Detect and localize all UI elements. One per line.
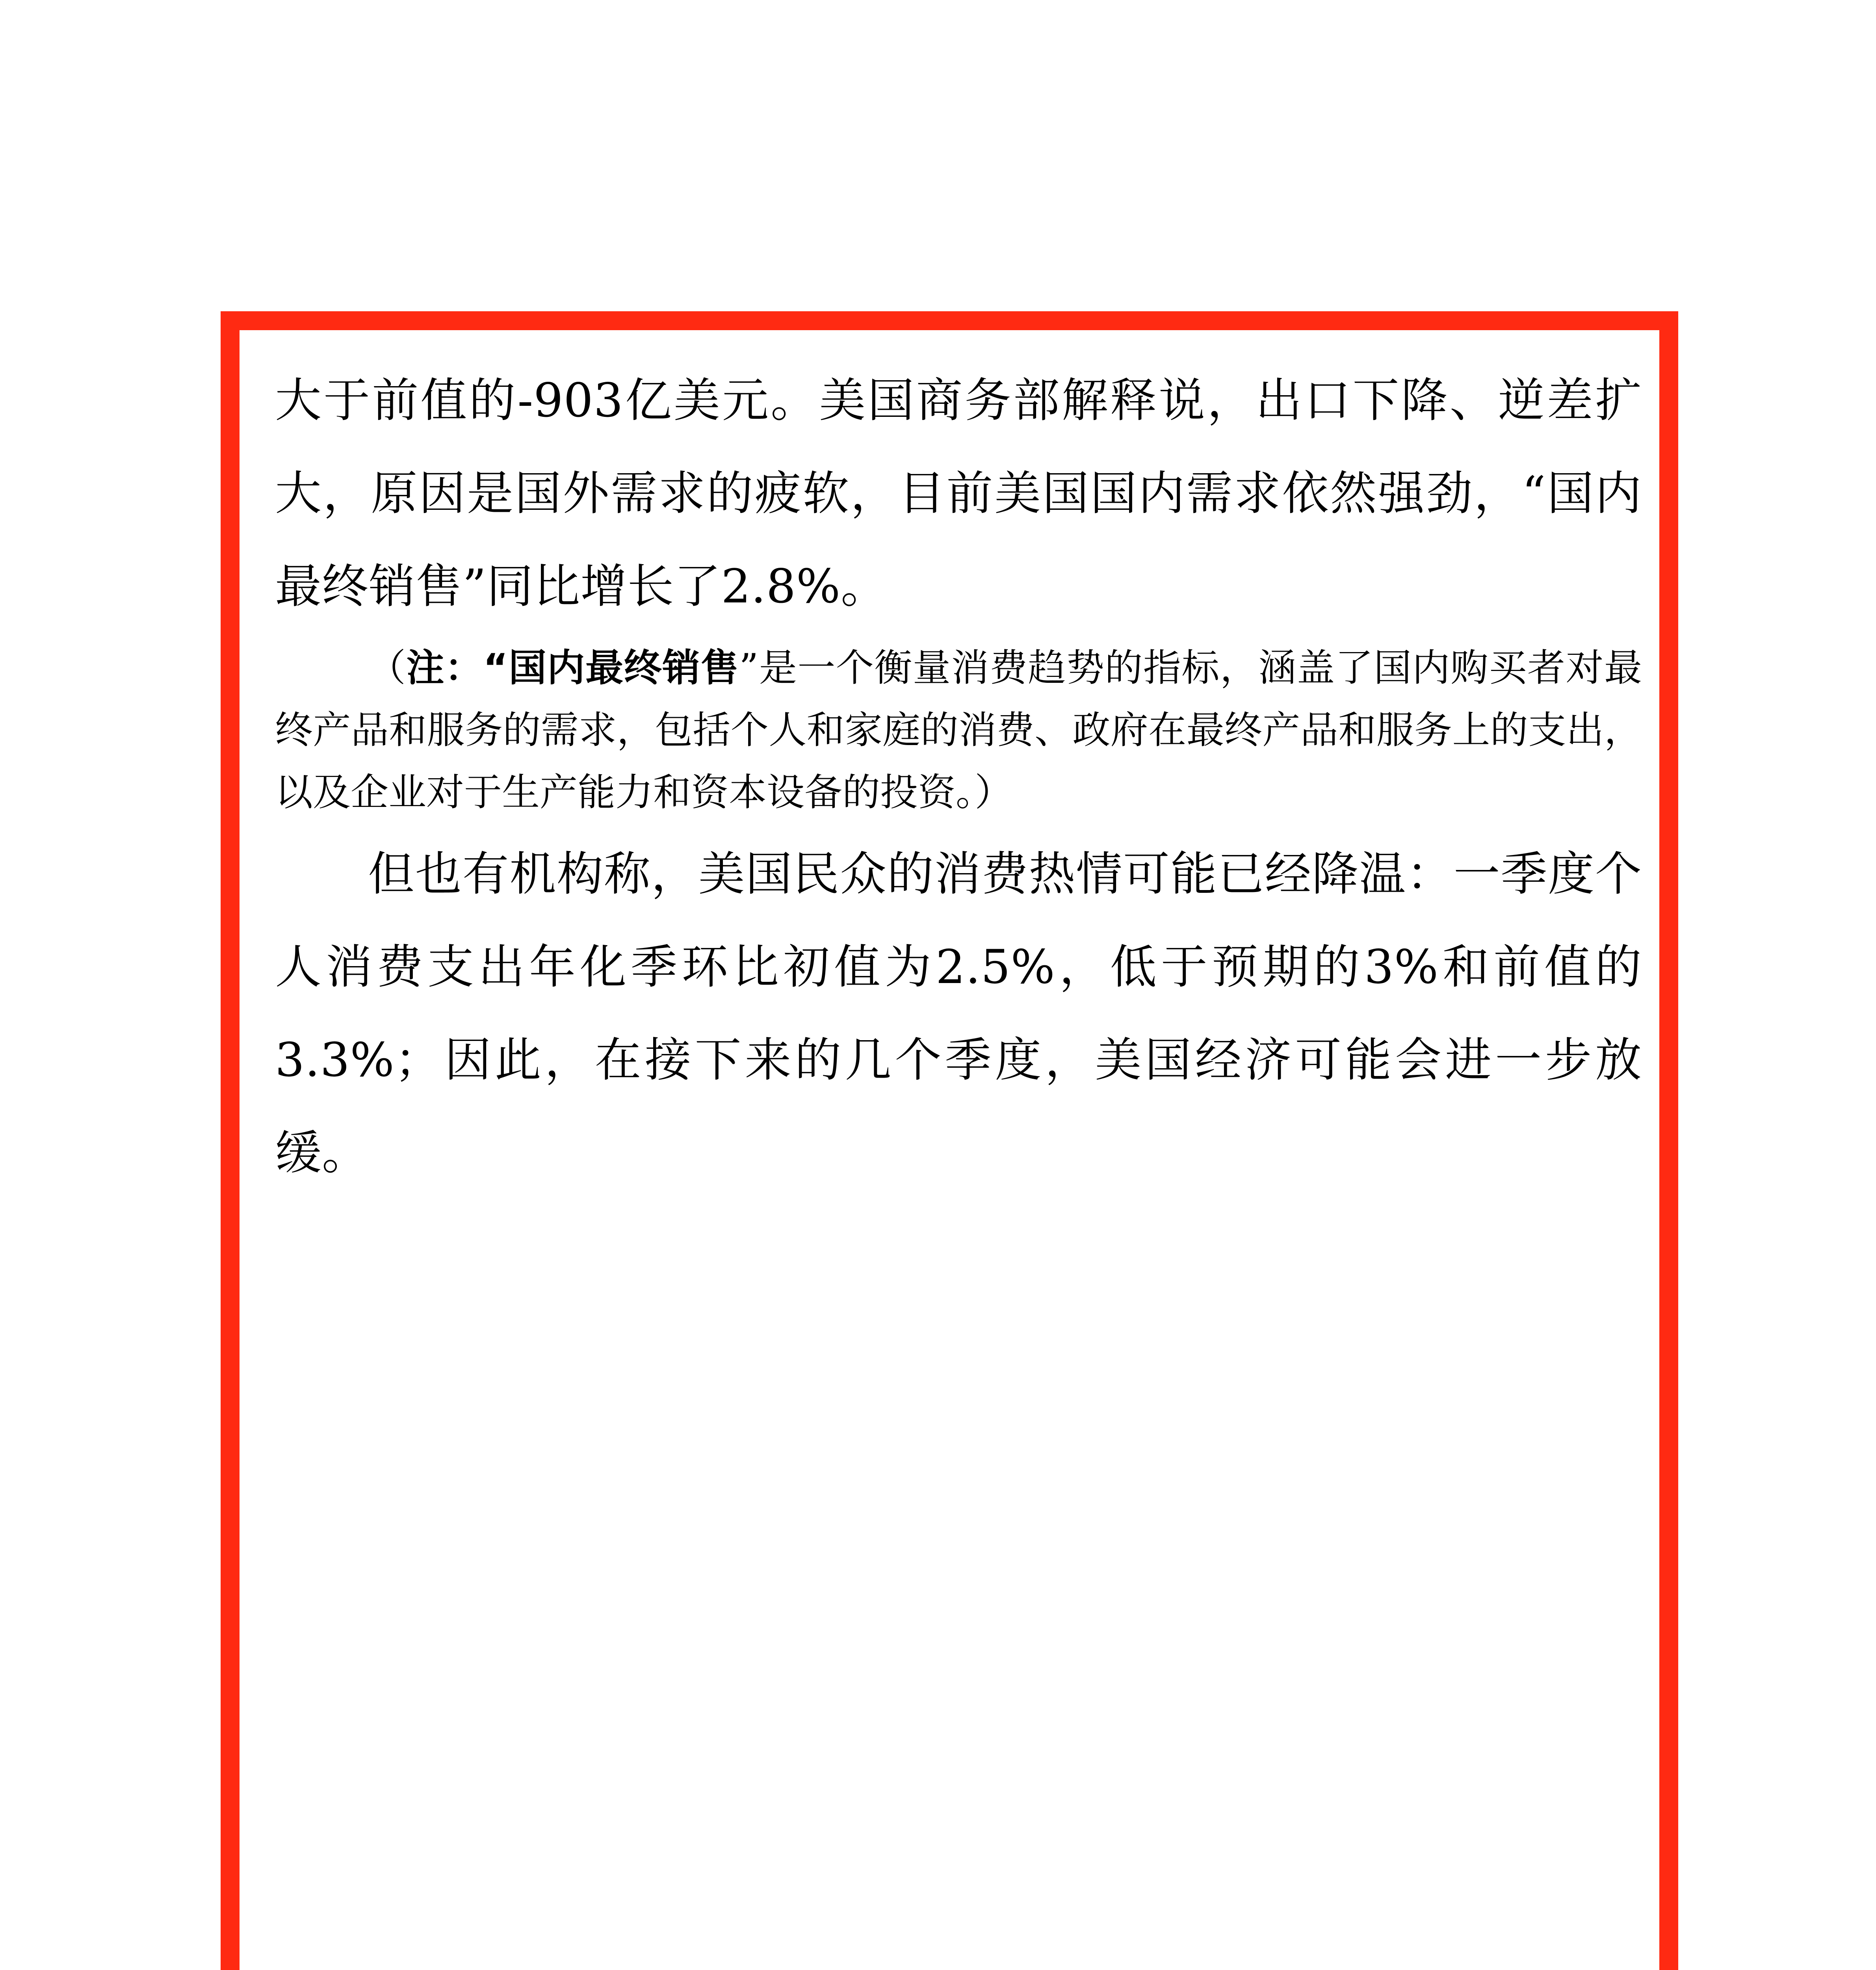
body-paragraph-continuation: 大于前值的-903亿美元。美国商务部解释说，出口下降、逆差扩大，原因是国外需求的疲软，目前美国国内需求依然强劲，“国内最终销售”同比增长了2.8%。 [275, 373, 1642, 613]
note-paragraph [275, 637, 1642, 823]
note-open-paren: （ [368, 646, 407, 690]
body-paragraph-consumption: 但也有机构称，美国民众的消费热情可能已经降温：一季度个人消费支出年化季环比初值为2.5%，低于预期的3%和前值的3.3%；因此，在接下来的几个季度，美国经济可能会进一步放缓。 [275, 847, 1642, 1180]
document-body [275, 354, 1642, 1199]
note-term: “国内最终销售 [483, 646, 739, 690]
note-text: ”是一个衡量消费趋势的指标，涵盖了国内购买者对最终产品和服务的需求，包括个人和家庭的消费、政府在最终产品和服务上的支出，以及企业对于生产能力和资本设备的投资。） [275, 646, 1642, 814]
note-label: 注： [406, 646, 483, 690]
content-frame [221, 311, 1678, 1970]
